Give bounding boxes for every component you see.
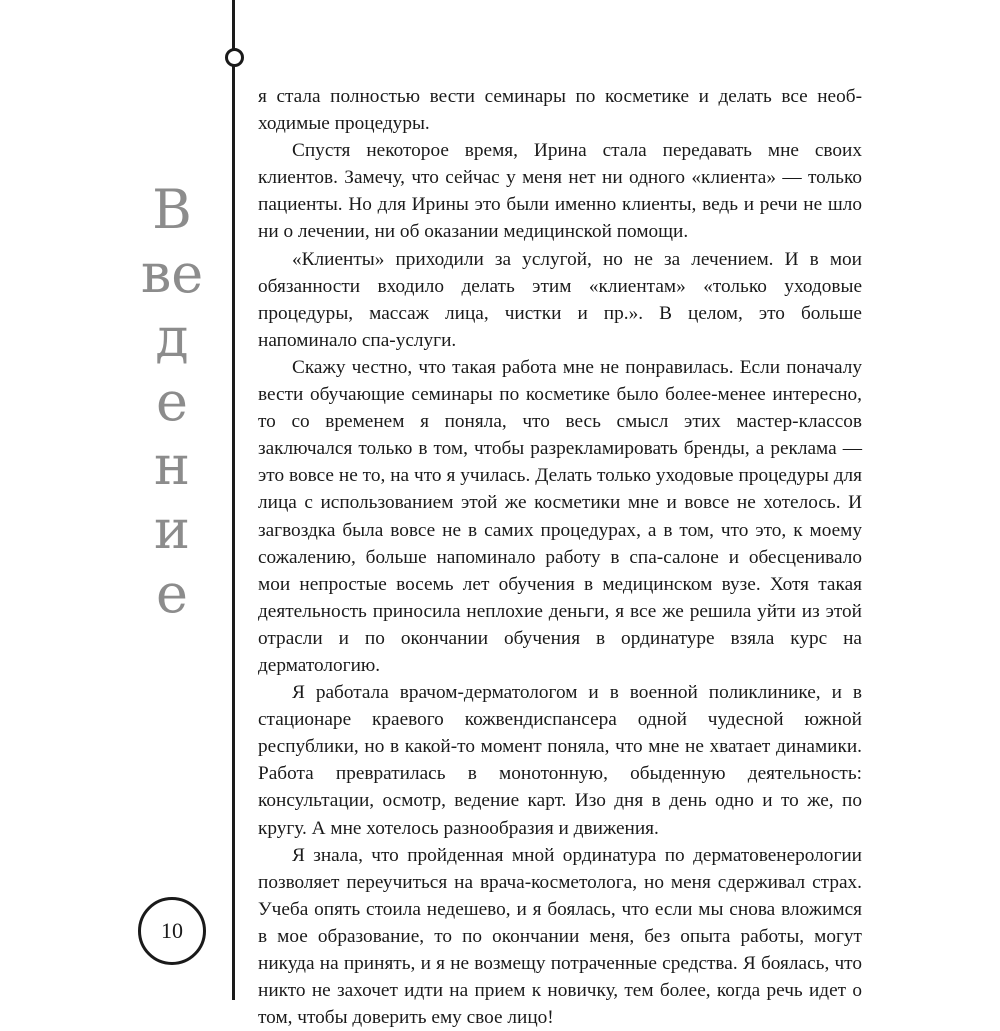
rule-ornament-circle [225,48,244,67]
vertical-rule [232,0,235,1000]
paragraph-4: Скажу честно, что такая работа мне не понравилась. Если поначалу вести обучающие семинары по косметике было более-менее интересно, то со временем я поняла, что весь смысл этих мастер-классов заключался только в том, чтобы разрекламировать бренды, а реклама — это вовсе не то, на что я училась. Делать только уходовые процедуры для лица с использованием этой же косметики мне и вовсе не хотелось. И загвоздка была вовсе не в самих процедурах, а в том, что это, к моему сожалению, больше напоминало работу в спа-салоне и обесценивало мои непростые восемь лет обучения в медицинском вузе. Хотя такая деятельность приносила неплохие деньги, я все же решила уйти из этой отрасли и по окончании обучения в ординатуре взяла курс на дерматологию. [258,356,862,676]
paragraph-6: Я знала, что пройденная мной ординатура по дерматовенерологии позволяет переучиться на врача-косметолога, но меня сдерживал страх. Учеба опять стоила недешево, и я боялась, что если мы снова вложимся в мое образование, то по окончании меня, без опыта работы, могут никуда на принять, и я не возмещу потраченные средства. Я боялась, что никто не захочет идти на прием к новичку, тем более, когда речь идет о том, чтобы доверить ему свое лицо! [258,844,862,1029]
paragraph-1: я стала полностью вести семинары по косметике и делать все необходимые процедуры. [258,86,862,135]
body-text [258,83,862,1031]
paragraph-2: Спустя некоторое время, Ирина стала передавать мне своих клиентов. Замечу, что сейчас у меня нет ни одного «клиента» — только пациенты. Но для Ирины это были именно клиенты, ведь и речи не шло ни о лечении, ни об оказании медицинской помощи. [258,140,862,243]
paragraph-3: «Клиенты» приходили за услугой, но не за лечением. И в мои обязанности входило делать этим «клиентам» «только уходовые процедуры, массаж лица, чистки и пр.». В целом, это больше напоминало спа-услуги. [258,248,862,351]
chapter-title: Введение [140,178,204,625]
page-number-text: 10 [161,918,183,943]
page-number [138,897,206,965]
paragraph-5: Я работала врачом-дерматологом и в военной поликлинике, и в стационаре краевого кожвендиспансера одной чудесной южной республики, но в какой-то момент поняла, что мне не хватает динамики. Работа превратилась в монотонную, обыденную деятельность: консультации, осмотр, ведение карт. Изо дня в день одно и то же, по кругу. А мне хотелось разнообразия и движения. [258,682,862,839]
